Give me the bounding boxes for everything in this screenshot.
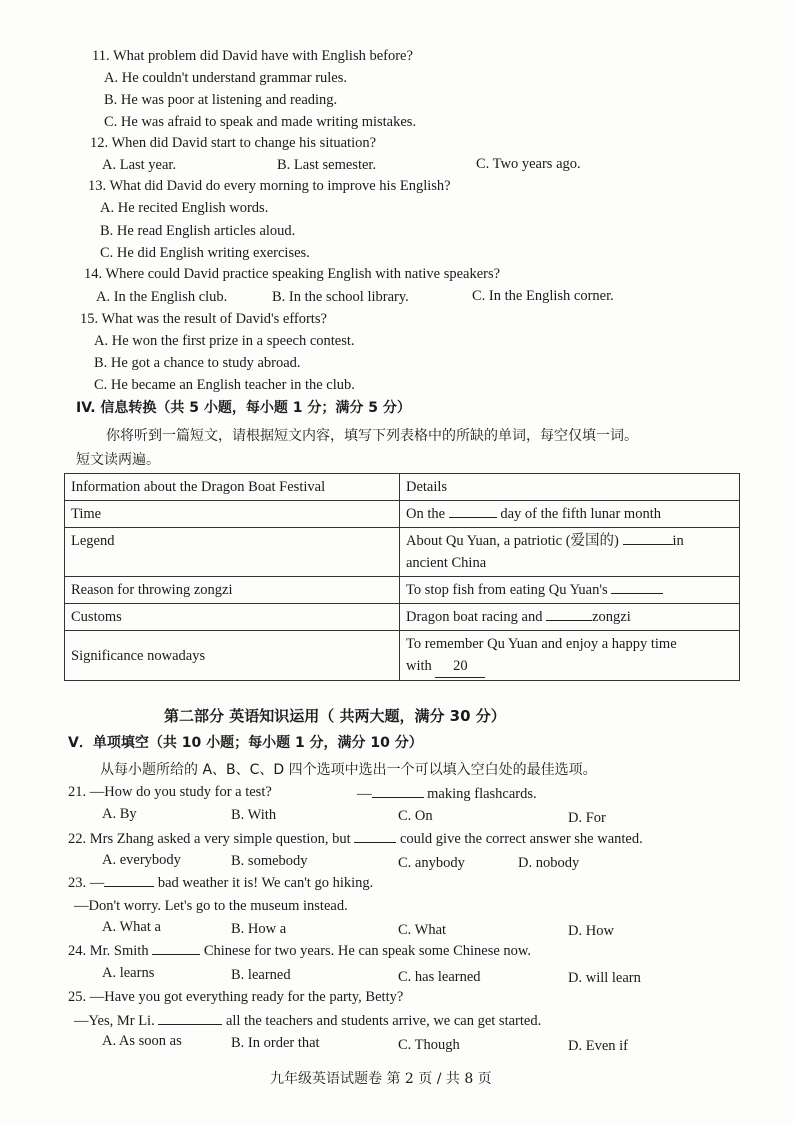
detail-text: in [672,533,684,549]
q25-response [74,1011,541,1031]
q23-option-a: A. What a [102,919,161,935]
table-cell-detail [400,501,740,528]
q24-option-c: C. has learned [398,969,481,985]
q23-stem-text: 23. — [68,875,105,891]
q25-response-tail: all the teachers and students arrive, we can get started. [225,1013,542,1029]
q21-tail: making flashcards. [427,786,537,802]
q23-option-b: B. How a [231,921,287,937]
q24-stem-tail: Chinese for two years. He can speak some Chinese now. [203,943,532,959]
q23-option-c: C. What [398,922,447,938]
table-cell-detail [400,604,740,631]
section-4-instruction: 你将听到一篇短文，请根据短文内容，填写下列表格中的所缺的单词，每空仅填一词。 [106,428,638,444]
q21-option-a: A. By [102,806,137,822]
table-row [65,501,740,528]
table-cell-label: Legend [65,528,400,577]
table-row [65,528,740,577]
detail-text: day of the fifth lunar month [500,506,661,522]
answer-blank[interactable]: 20 [435,655,485,678]
q25-stem: 25. —Have you got everything ready for the party, Betty? [68,989,404,1005]
q25-option-a: A. As soon as [102,1033,182,1049]
q14-option-c: C. In the English corner. [472,288,614,304]
q14-stem: 14. Where could David practice speaking English with native speakers? [84,266,501,282]
table-row [65,631,740,681]
answer-blank[interactable] [354,842,396,843]
q22-option-a: A. everybody [102,852,181,868]
q22-option-c: C. anybody [398,855,465,871]
detail-text: zongzi [592,609,631,625]
table-cell-detail [400,528,740,577]
detail-text: ancient China [406,555,487,571]
q11-option-c: C. He was afraid to speak and made writing mistakes. [104,114,417,130]
section-5-heading: V．单项填空（共 10 小题；每小题 1 分，满分 10 分） [68,735,423,751]
table-cell-label: Time [65,501,400,528]
q21-stem [68,782,272,802]
answer-blank[interactable] [611,593,663,594]
dragon-boat-info-table [64,473,740,681]
page-footer: 九年级英语试题卷 第 2 页 / 共 8 页 [270,1071,492,1087]
q12-stem: 12. When did David start to change his situation? [90,135,377,151]
q22-option-b: B. somebody [231,853,308,869]
q21-dash: — [357,786,372,802]
part-2-heading: 第二部分 英语知识运用（ 共两大题，满分 30 分） [164,707,506,725]
table-header-info: Information about the Dragon Boat Festival [65,474,400,501]
q14-option-a: A. In the English club. [96,289,228,305]
q25-option-b: B. In order that [231,1035,320,1051]
q14-option-b: B. In the school library. [272,289,409,305]
table-cell-detail [400,631,740,681]
q22-stem [68,829,643,849]
section-5-instruction: 从每小题所给的 A、B、C、D 四个选项中选出一个可以填入空白处的最佳选项。 [100,762,597,778]
table-header-details: Details [400,474,740,501]
q25-response-text: —Yes, Mr Li. [74,1013,155,1029]
detail-text: To remember Qu Yuan and enjoy a happy time [406,636,677,652]
answer-blank[interactable] [449,517,497,518]
q15-option-b: B. He got a chance to study abroad. [94,355,301,371]
q24-option-a: A. learns [102,965,155,981]
table-cell-detail [400,577,740,604]
detail-text: On the [406,506,446,522]
q24-option-b: B. learned [231,967,291,983]
q15-option-a: A. He won the first prize in a speech contest. [94,333,355,349]
q13-option-c: C. He did English writing exercises. [100,245,310,261]
answer-blank[interactable] [158,1024,222,1025]
q12-option-c: C. Two years ago. [476,156,581,172]
table-cell-label: Significance nowadays [65,631,400,681]
section-4-heading: IV. 信息转换（共 5 小题，每小题 1 分；满分 5 分） [76,400,411,416]
section-4-instruction-cont: 短文读两遍。 [76,452,160,468]
detail-text: About Qu Yuan, a patriotic (爱国的) [406,533,619,549]
answer-blank[interactable] [623,544,673,545]
q22-stem-text: 22. Mrs Zhang asked a very simple question, but [68,831,351,847]
q21-option-c: C. On [398,808,433,824]
q24-stem [68,941,531,961]
q21-option-d: D. For [568,810,606,826]
q24-option-d: D. will learn [568,970,641,986]
q13-stem: 13. What did David do every morning to improve his English? [88,178,451,194]
answer-blank[interactable] [152,954,200,955]
detail-text: with [406,658,432,674]
q23-stem [68,873,373,893]
table-row [65,604,740,631]
q22-stem-tail: could give the correct answer she wanted. [399,831,643,847]
q13-option-a: A. He recited English words. [100,200,269,216]
q21-stem-text: 21. —How do you study for a test? [68,784,272,800]
table-row [65,577,740,604]
q11-option-b: B. He was poor at listening and reading. [104,92,338,108]
q11-stem: 11. What problem did David have with English before? [92,48,413,64]
q25-option-c: C. Though [398,1037,460,1053]
q23-response: —Don't worry. Let's go to the museum instead. [74,898,348,914]
q15-option-c: C. He became an English teacher in the club. [94,377,355,393]
q15-stem: 15. What was the result of David's efforts? [80,311,327,327]
q11-option-a: A. He couldn't understand grammar rules. [104,70,348,86]
answer-blank[interactable] [546,620,592,621]
q23-stem-tail: bad weather it is! We can't go hiking. [157,875,374,891]
table-cell-label: Reason for throwing zongzi [65,577,400,604]
q12-option-b: B. Last semester. [277,157,377,173]
q22-option-d: D. nobody [518,855,580,871]
q24-stem-text: 24. Mr. Smith [68,943,149,959]
q13-option-b: B. He read English articles aloud. [100,223,296,239]
detail-text: To stop fish from eating Qu Yuan's [406,582,608,598]
q23-option-d: D. How [568,923,614,939]
table-header-row [65,474,740,501]
q25-option-d: D. Even if [568,1038,628,1054]
table-cell-label: Customs [65,604,400,631]
answer-blank[interactable] [104,886,154,887]
q12-option-a: A. Last year. [102,157,177,173]
q21-option-b: B. With [231,807,277,823]
answer-blank[interactable] [372,797,424,798]
q21-answer [357,784,537,804]
detail-text: Dragon boat racing and [406,609,543,625]
